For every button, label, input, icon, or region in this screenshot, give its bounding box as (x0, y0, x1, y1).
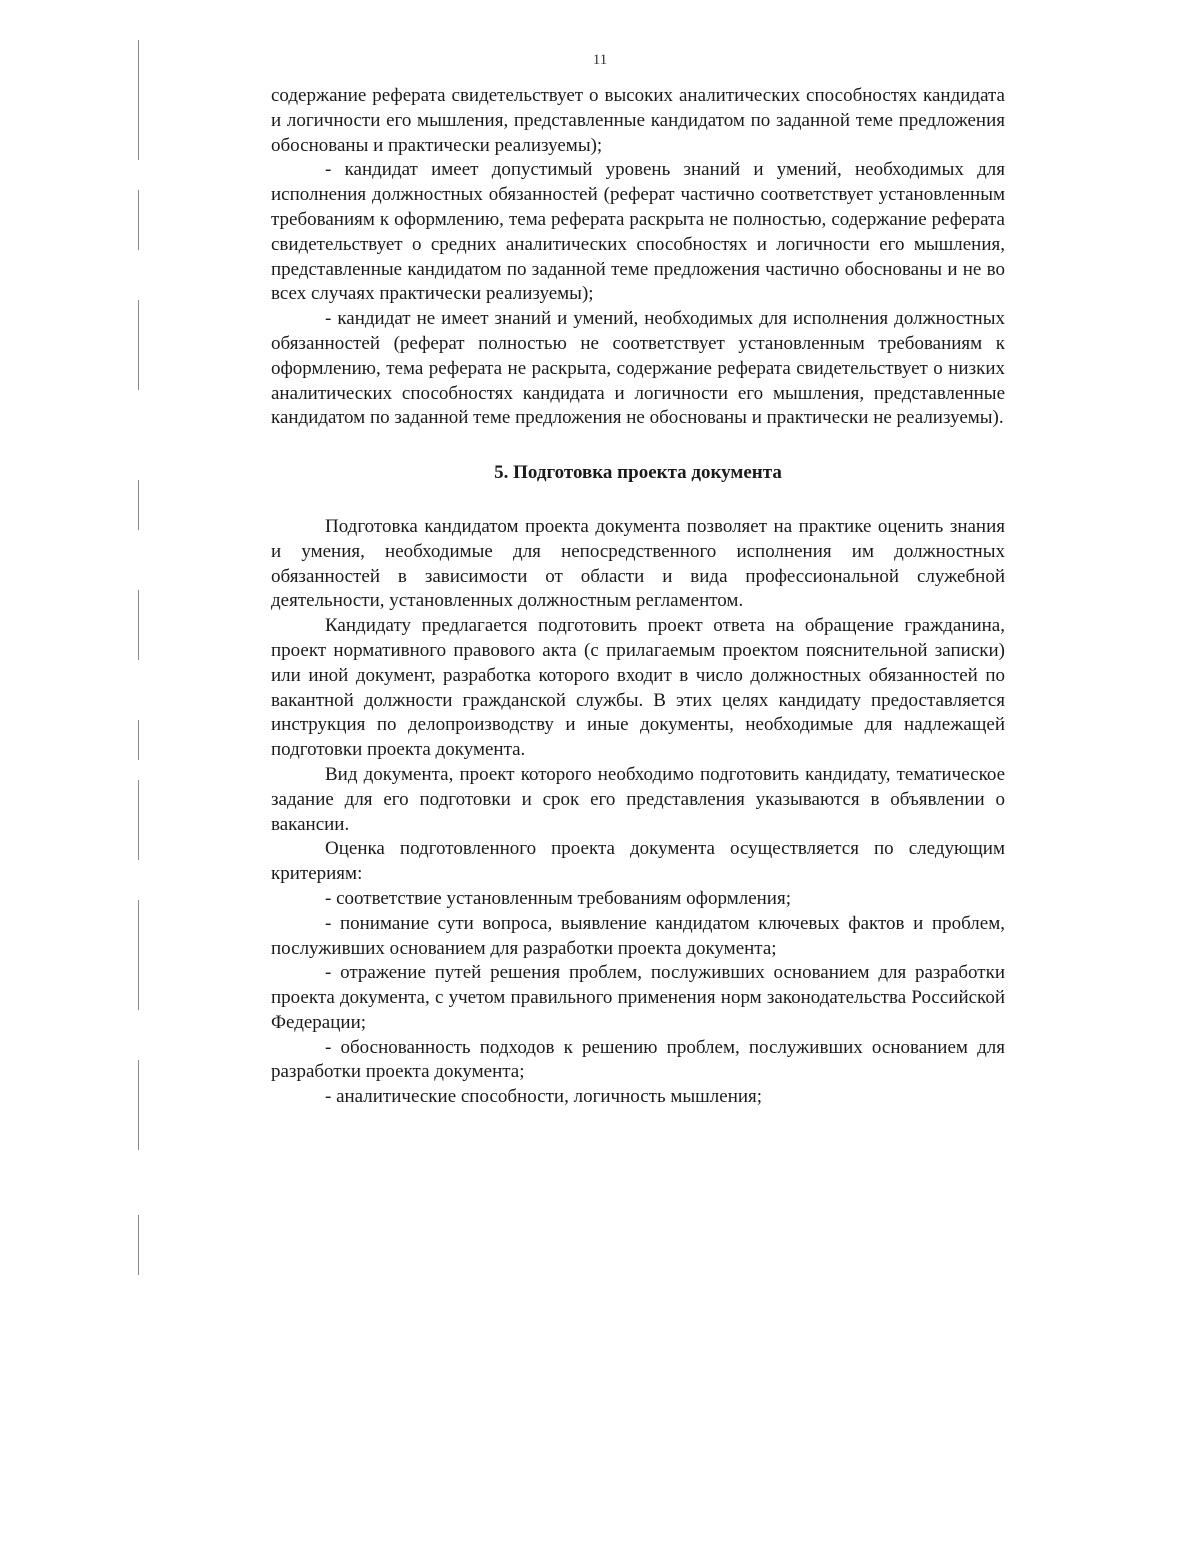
section-paragraphs (271, 515, 1005, 1110)
paragraph: - кандидат не имеет знаний и умений, необходимых для исполнения должностных обязанностей (реферат полностью не соответствует установленным требованиям к оформлению, тема реферата не раскрыта, содержание реферата свидетельствует о низких аналитических способностях кандидата и логичности его мышления, представленные кандидатом по заданной теме предложения не обоснованы и практически не реализуемы). (271, 308, 1005, 429)
paragraph: Вид документа, проект которого необходимо подготовить кандидату, тематическое задание для его подготовки и срок его представления указываются в объявлении о вакансии. (271, 763, 1005, 835)
criteria-item: - обоснованность подходов к решению проблем, послуживших основанием для разработки проекта документа; (271, 1036, 1005, 1083)
paragraph: Подготовка кандидатом проекта документа позволяет на практике оценить знания и умения, необходимые для непосредственного исполнения им должностных обязанностей в зависимости от области и вида профессиональной служебной деятельности, установленных должностным регламентом. (271, 515, 1005, 612)
paragraph: Кандидату предлагается подготовить проект ответа на обращение гражданина, проект нормативного правового акта (с прилагаемым проектом пояснительной записки) или иной документ, разработка которого входит в число должностных обязанностей по вакантной должности гражданской службы. В этих целях кандидату предоставляется инструкция по делопроизводству и иные документы, необходимые для надлежащей подготовки проекта документа. (271, 615, 1005, 761)
paragraph: Оценка подготовленного проекта документа осуществляется по следующим критериям: (271, 838, 1005, 885)
section-heading: 5. Подготовка проекта документа (494, 462, 782, 484)
criteria-item: - отражение путей решения проблем, послуживших основанием для разработки проекта документа, с учетом правильного применения норм законодательства Российской Федерации; (271, 962, 1005, 1033)
paragraph: - кандидат имеет допустимый уровень знаний и умений, необходимых для исполнения должностных обязанностей (реферат частично соответствует установленным требованиям к оформлению, тема реферата раскрыта не полностью, содержание реферата свидетельствует о средних аналитических способностях и логичности его мышления, представленные кандидатом по заданной теме предложения частично обоснованы и не во всех случаях практически реализуемы); (271, 159, 1005, 305)
top-paragraphs (271, 84, 1005, 431)
criteria-item: - соответствие установленным требованиям оформления; (325, 887, 791, 909)
scan-edge-marks (138, 0, 148, 1300)
document-body (271, 84, 1005, 1110)
criteria-item: - аналитические способности, логичность мышления; (325, 1086, 763, 1108)
paragraph: содержание реферата свидетельствует о высоких аналитических способностях кандидата и логичности его мышления, представленные кандидатом по заданной теме предложения обоснованы и практически реализуемы); (271, 85, 1005, 156)
criteria-item: - понимание сути вопроса, выявление кандидатом ключевых фактов и проблем, послуживших основанием для разработки проекта документа; (271, 912, 1005, 959)
page-number: 11 (592, 52, 608, 68)
